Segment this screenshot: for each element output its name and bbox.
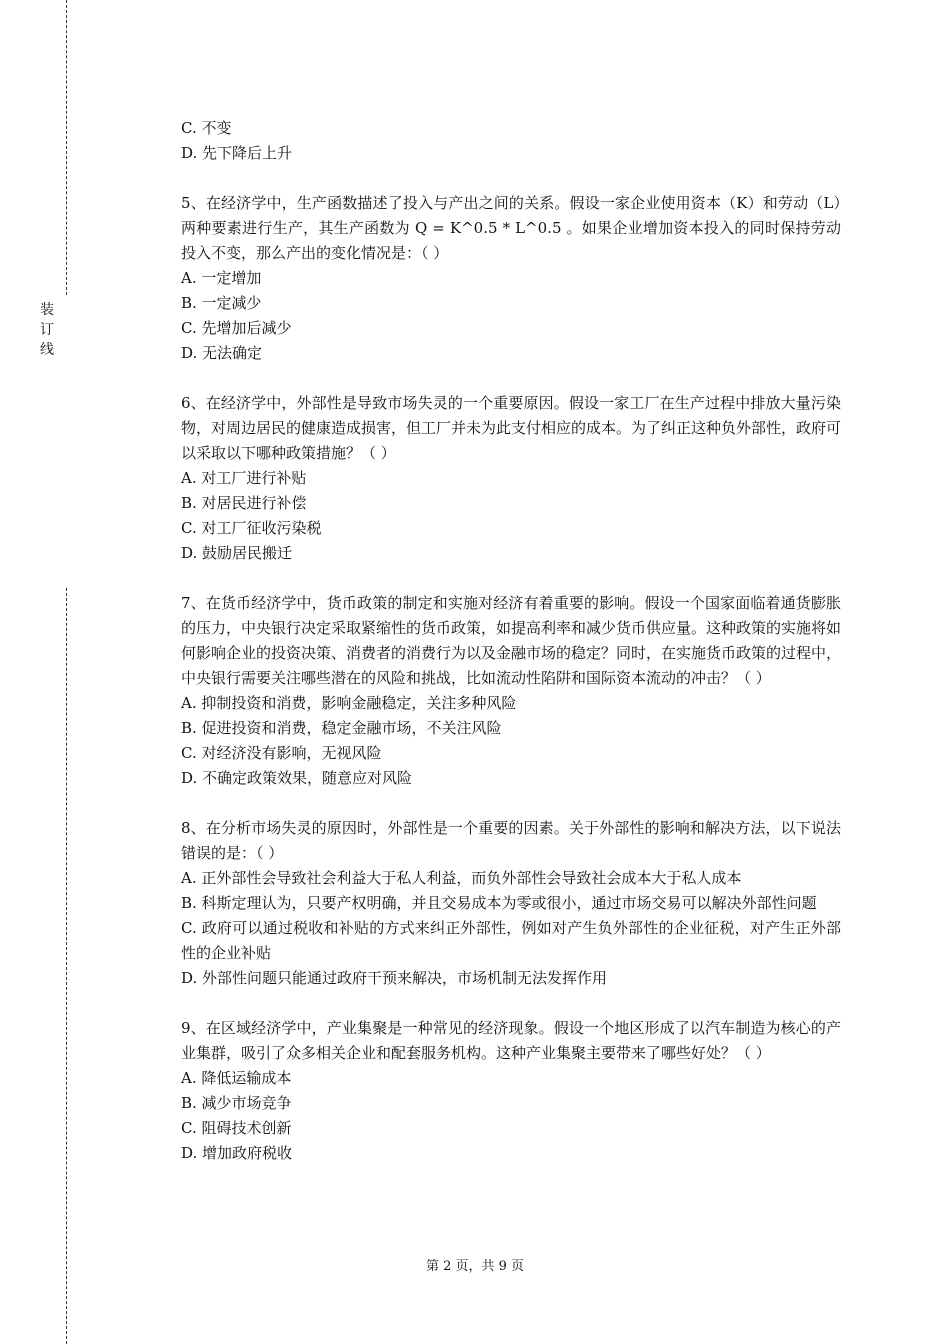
option-line: A. 正外部性会导致社会利益大于私人利益，而负外部性会导致社会成本大于私人成本 xyxy=(181,869,742,887)
option-line: D. 鼓励居民搬迁 xyxy=(181,544,293,562)
question-9 xyxy=(181,1016,841,1166)
option-line: B. 对居民进行补偿 xyxy=(181,494,307,512)
option-line: B. 促进投资和消费，稳定金融市场，不关注风险 xyxy=(181,719,502,737)
previous-question-tail xyxy=(181,116,841,166)
binding-label xyxy=(36,300,58,360)
binding-char: 订 xyxy=(40,322,54,338)
option-line: A. 对工厂进行补贴 xyxy=(181,469,307,487)
question-stem: 9、在区域经济学中，产业集聚是一种常见的经济现象。假设一个地区形成了以汽车制造为核心的产业集群，吸引了众多相关企业和配套服务机构。这种产业集聚主要带来了哪些好处？（ ） xyxy=(181,1019,841,1062)
page-content xyxy=(181,116,841,1191)
question-5 xyxy=(181,191,841,366)
binding-dashed-line-top xyxy=(66,0,67,295)
binding-dashed-line-bottom xyxy=(66,588,67,1344)
binding-char: 装 xyxy=(40,302,54,318)
question-6 xyxy=(181,391,841,566)
option-line: D. 先下降后上升 xyxy=(181,144,293,162)
option-line: A. 一定增加 xyxy=(181,269,262,287)
option-line: A. 降低运输成本 xyxy=(181,1069,292,1087)
question-7 xyxy=(181,591,841,791)
option-line: C. 先增加后减少 xyxy=(181,319,292,337)
option-line: B. 减少市场竞争 xyxy=(181,1094,292,1112)
option-line: B. 一定减少 xyxy=(181,294,262,312)
question-8 xyxy=(181,816,841,991)
option-line: C. 对经济没有影响，无视风险 xyxy=(181,744,382,762)
option-line: B. 科斯定理认为，只要产权明确，并且交易成本为零或很小，通过市场交易可以解决外部性问题 xyxy=(181,894,817,912)
option-line: D. 增加政府税收 xyxy=(181,1144,293,1162)
option-line: A. 抑制投资和消费，影响金融稳定，关注多种风险 xyxy=(181,694,517,712)
option-line: C. 阻碍技术创新 xyxy=(181,1119,292,1137)
binding-char: 线 xyxy=(40,342,54,358)
option-line: C. 对工厂征收污染税 xyxy=(181,519,322,537)
page-number: 第 2 页，共 9 页 xyxy=(425,1259,525,1274)
option-line: D. 外部性问题只能通过政府干预来解决，市场机制无法发挥作用 xyxy=(181,969,608,987)
option-line: D. 不确定政策效果，随意应对风险 xyxy=(181,769,413,787)
option-line: C. 政府可以通过税收和补贴的方式来纠正外部性，例如对产生负外部性的企业征税，对产生正外部性的企业补贴 xyxy=(181,919,841,962)
question-stem: 5、在经济学中，生产函数描述了投入与产出之间的关系。假设一家企业使用资本（K）和劳动（L）两种要素进行生产，其生产函数为 Q = K^0.5 * L^0.5 。如果企业增加资本投入的同时保持劳动投入不变，那么产出的变化情况是：（ ） xyxy=(181,194,841,262)
option-line: C. 不变 xyxy=(181,119,232,137)
question-stem: 6、在经济学中，外部性是导致市场失灵的一个重要原因。假设一家工厂在生产过程中排放大量污染物，对周边居民的健康造成损害，但工厂并未为此支付相应的成本。为了纠正这种负外部性，政府可以采取以下哪种政策措施？（ ） xyxy=(181,394,842,462)
option-line: D. 无法确定 xyxy=(181,344,263,362)
question-stem: 8、在分析市场失灵的原因时，外部性是一个重要的因素。关于外部性的影响和解决方法，以下说法错误的是：（ ） xyxy=(181,819,841,862)
question-stem: 7、在货币经济学中，货币政策的制定和实施对经济有着重要的影响。假设一个国家面临着通货膨胀的压力，中央银行决定采取紧缩性的货币政策，如提高利率和减少货币供应量。这种政策的实施将如何影响企业的投资决策、消费者的消费行为以及金融市场的稳定？同时，在实施货币政策的过程中，中央银行需要关注哪些潜在的风险和挑战，比如流动性陷阱和国际资本流动的冲击？（ ） xyxy=(181,594,842,687)
